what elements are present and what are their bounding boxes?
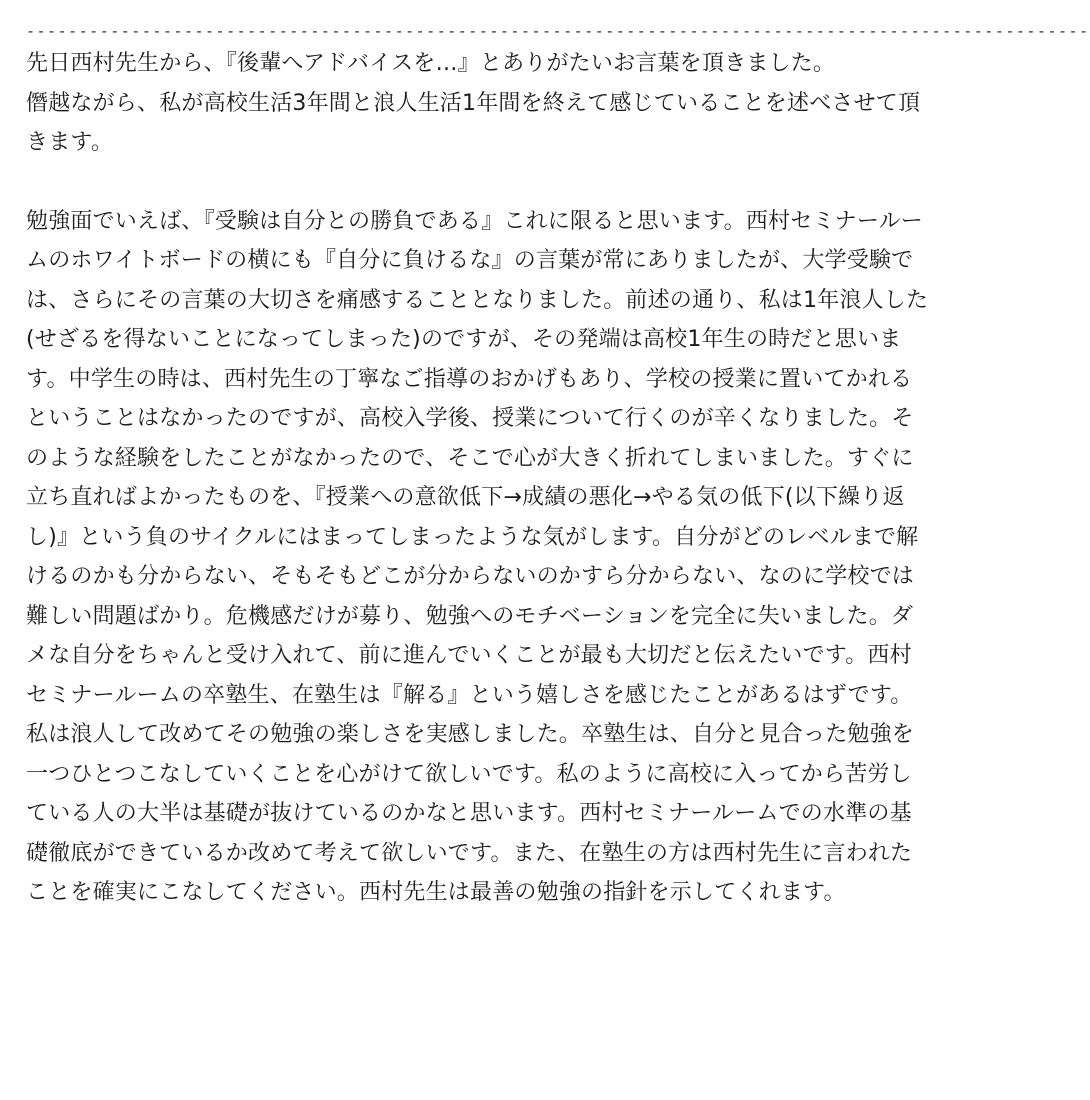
paragraph-spacer bbox=[26, 163, 930, 202]
intro-paragraph-1: 先日西村先生から、『後輩へアドバイスを…』とありがたいお言葉を頂きました。 bbox=[26, 51, 836, 76]
separator-line: ----------------------------------------------------------------------------------------------------- bbox=[26, 22, 1090, 40]
intro-paragraph-2: 僭越ながら、私が高校生活3年間と浪人生活1年間を終えて感じていることを述べさせて頂きます。 bbox=[26, 90, 921, 155]
body-paragraph: 勉強面でいえば、『受験は自分との勝負である』これに限ると思います。西村セミナールームのホワイトボードの横にも『自分に負けるな』の言葉が常にありましたが、大学受験では、さらにその言葉の大切さを痛感することとなりました。前述の通り、私は1年浪人した(せざるを得ないことになってしまった)のですが、その発端は高校1年生の時だと思います。中学生の時は、西村先生の丁寧なご指導のおかげもあり、学校の授業に置いてかれるということはなかったのですが、高校入学後、授業について行くのが辛くなりました。そのような経験をしたことがなかったので、そこで心が大きく折れてしまいました。すぐに立ち直ればよかったものを、『授業への意欲低下→成績の悪化→やる気の低下(以下繰り返し)』という負のサイクルにはまってしまったような気がします。自分がどのレベルまで解けるのかも分からない、そもそもどこが分からないのかすら分からない、なのに学校では難しい問題ばかり。危機感だけが募り、勉強へのモチベーションを完全に失いました。ダメな自分をちゃんと受け入れて、前に進んでいくことが最も大切だと伝えたいです。西村セミナールームの卒塾生、在塾生は『解る』という嬉しさを感じたことがあるはずです。私は浪人して改めてその勉強の楽しさを実感しました。卒塾生は、自分と見合った勉強を一つひとつこなしていくことを心がけて欲しいです。私のように高校に入ってから苦労している人の大半は基礎が抜けているのかなと思います。西村セミナールームでの水準の基礎徹底ができているか改めて考えて欲しいです。また、在塾生の方は西村先生に言われたことを確実にこなしてください。西村先生は最善の勉強の指針を示してくれます。 bbox=[26, 208, 929, 905]
